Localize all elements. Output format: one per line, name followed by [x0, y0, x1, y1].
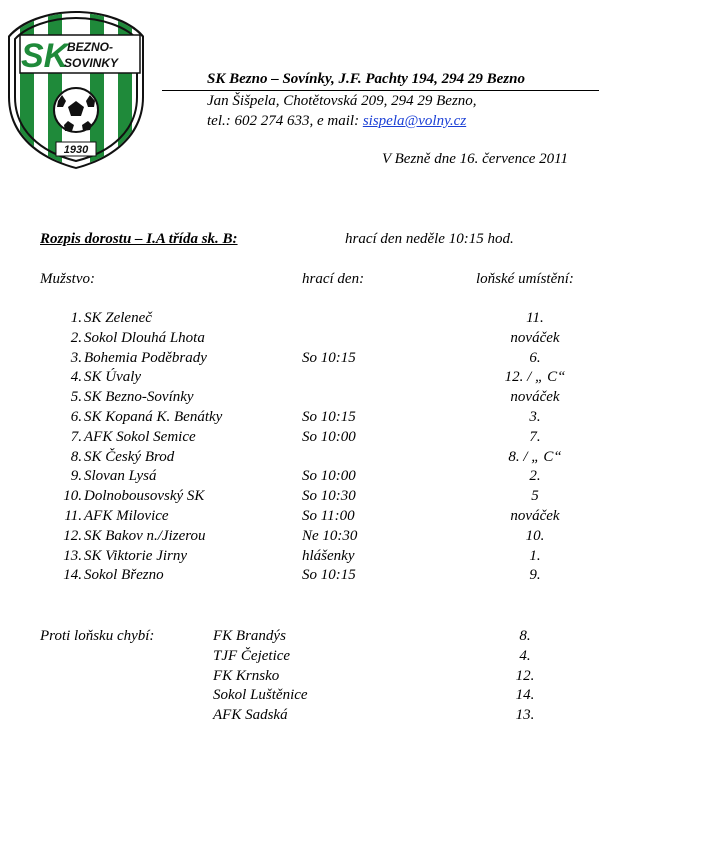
tel-text: tel.: 602 274 633, e mail:	[207, 113, 363, 129]
team-name: AFK Milovice	[84, 508, 169, 524]
team-number: 11.	[64, 508, 82, 524]
missing-row	[0, 667, 716, 685]
team-last-season: 8. / „ C“	[508, 448, 562, 465]
team-number: 14.	[63, 567, 82, 584]
team-last-season: nováček	[510, 389, 560, 406]
team-row	[0, 309, 716, 327]
tel-email-line	[207, 112, 466, 130]
team-last-season: 9.	[529, 567, 541, 584]
email-link[interactable]: sispela@volny.cz	[362, 113, 467, 129]
team-number: 12.	[63, 527, 82, 544]
team-name: SK Český Brod	[84, 448, 175, 465]
team-last-season: nováček	[510, 329, 560, 346]
col-header-team: Mužstvo:	[40, 271, 95, 287]
date-line: V Bezně dne 16. července 2011	[382, 151, 569, 167]
team-name: Sokol Březno	[84, 567, 164, 584]
team-last-season: 3.	[529, 409, 541, 425]
team-play-day: hlášenky	[302, 547, 355, 564]
team-row	[0, 349, 716, 367]
team-row	[0, 448, 716, 466]
logo-bottom-text: SOVINKY	[64, 56, 119, 70]
team-row	[0, 487, 716, 505]
team-name: SK Zeleneč	[84, 310, 152, 326]
missing-team-name: AFK Sadská	[213, 707, 288, 724]
team-row	[0, 566, 716, 584]
club-address-line: SK Bezno – Sovínky, J.F. Pachty 194, 294 29 Bezno	[207, 71, 525, 87]
team-play-day: So 10:15	[302, 349, 356, 366]
team-name: SK Kopaná K. Benátky	[84, 409, 223, 425]
team-last-season: 5	[531, 488, 539, 505]
team-number: 13.	[63, 547, 82, 564]
team-name: Bohemia Poděbrady	[84, 349, 207, 366]
team-last-season: 6.	[529, 349, 541, 366]
team-last-season: 2.	[529, 468, 541, 485]
play-day-text: hrací den neděle 10:15 hod.	[345, 231, 514, 247]
schedule-title: Rozpis dorostu – I.A třída sk. B:	[40, 231, 238, 247]
missing-team-name: TJF Čejetice	[213, 647, 291, 664]
team-play-day: So 10:00	[302, 428, 356, 445]
team-play-day: So 10:30	[302, 488, 356, 505]
missing-label: Proti loňsku chybí:	[40, 628, 155, 644]
missing-team-name: FK Krnsko	[213, 667, 280, 684]
team-row	[0, 428, 716, 446]
team-last-season: 10.	[525, 527, 545, 544]
team-last-season: nováček	[510, 508, 560, 524]
team-number: 2.	[70, 329, 82, 346]
team-number: 3.	[70, 349, 82, 366]
team-name: SK Viktorie Jirny	[84, 547, 188, 564]
football-icon	[54, 88, 98, 132]
missing-row	[0, 706, 716, 724]
team-number: 9.	[70, 468, 82, 485]
team-play-day: So 10:15	[302, 409, 356, 425]
team-row	[0, 329, 716, 347]
team-row	[0, 527, 716, 545]
team-number: 8.	[70, 448, 82, 465]
missing-row	[0, 647, 716, 665]
team-last-season: 11.	[526, 310, 544, 326]
header-divider	[162, 90, 599, 91]
missing-team-last-season: 4.	[519, 647, 531, 664]
missing-team-last-season: 8.	[519, 628, 531, 644]
team-number: 4.	[70, 369, 82, 386]
team-play-day: Ne 10:30	[302, 527, 358, 544]
team-name: Slovan Lysá	[84, 468, 157, 485]
team-number: 1.	[70, 310, 82, 326]
team-last-season: 12. / „ C“	[504, 369, 566, 386]
missing-row	[0, 686, 716, 704]
team-name: SK Bezno-Sovínky	[84, 389, 194, 406]
team-number: 10.	[63, 488, 82, 505]
missing-team-last-season: 13.	[515, 707, 535, 724]
team-row	[0, 408, 716, 426]
team-name: SK Bakov n./Jizerou	[84, 527, 206, 544]
team-last-season: 1.	[529, 547, 541, 564]
team-number: 5.	[70, 389, 82, 406]
col-header-day: hrací den:	[302, 271, 365, 287]
team-play-day: So 10:15	[302, 567, 356, 584]
team-row	[0, 368, 716, 386]
team-row	[0, 507, 716, 525]
missing-row	[0, 627, 716, 645]
team-name: Sokol Dlouhá Lhota	[84, 329, 205, 346]
team-name: Dolnobousovský SK	[84, 488, 205, 505]
team-name: AFK Sokol Semice	[84, 428, 196, 445]
missing-team-last-season: 12.	[515, 667, 535, 684]
logo-year: 1930	[63, 144, 89, 156]
team-row	[0, 388, 716, 406]
missing-team-last-season: 14.	[515, 687, 535, 704]
team-row	[0, 547, 716, 565]
logo-initials: SK	[21, 37, 69, 75]
missing-team-name: Sokol Luštěnice	[213, 687, 308, 704]
contact-line: Jan Šišpela, Chotětovská 209, 294 29 Bezno,	[207, 93, 477, 109]
club-logo	[6, 9, 146, 171]
team-number: 6.	[70, 409, 82, 425]
team-play-day: So 10:00	[302, 468, 356, 485]
col-header-prev: loňské umístění:	[476, 271, 574, 287]
team-last-season: 7.	[529, 428, 541, 445]
team-number: 7.	[70, 428, 82, 445]
logo-top-text: BEZNO-	[67, 40, 113, 54]
team-play-day: So 11:00	[302, 508, 355, 524]
team-row	[0, 467, 716, 485]
missing-team-name: FK Brandýs	[213, 628, 286, 644]
team-name: SK Úvaly	[84, 369, 142, 386]
